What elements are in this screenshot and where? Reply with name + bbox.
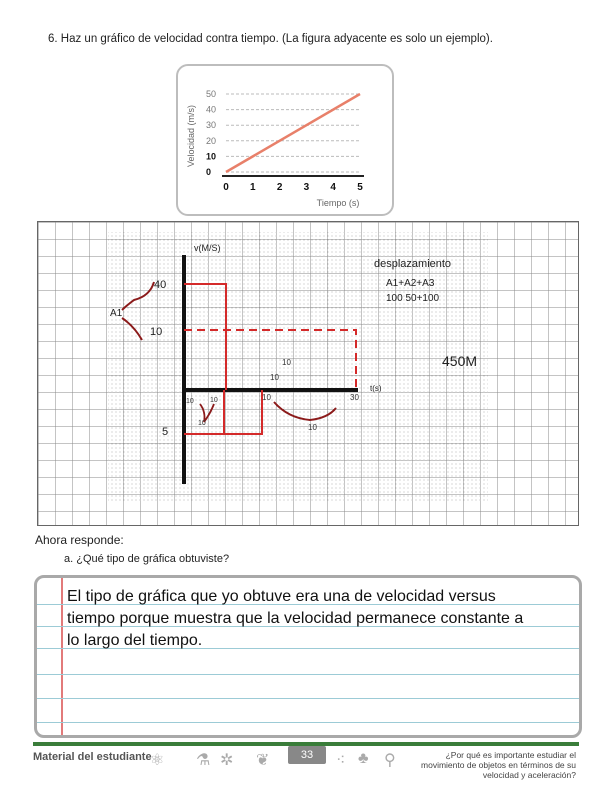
heading-desplazamiento: desplazamiento <box>374 258 452 270</box>
atom-icon: ⚛ <box>150 752 165 769</box>
example-x-tick: 3 <box>303 182 310 193</box>
label-10-mid: 10 <box>282 358 291 367</box>
footer-left-label: Material del estudiante <box>33 751 152 763</box>
label-10-a: 10 <box>186 398 194 405</box>
student-graph-paper <box>37 221 579 526</box>
ahora-responde: Ahora responde: <box>35 533 124 547</box>
example-x-tick: 0 <box>223 182 229 193</box>
example-y-tick: 40 <box>206 104 217 115</box>
label-30: 30 <box>350 393 359 402</box>
rule-line <box>37 674 579 675</box>
label-5: 5 <box>162 426 169 438</box>
footer-right-question: ¿Por qué es importante estudiar el movimiento de objetos en términos de su velocidad y aceleración? <box>421 750 576 780</box>
x-axis-label: t(s) <box>370 384 382 393</box>
label-10-b: 10 <box>210 397 218 404</box>
answer-text: El tipo de gráfica que yo obtuve era una de velocidad versus tiempo porque muestra que la velocidad permanece constante a lo largo del tiempo. <box>67 588 524 649</box>
label-10: 10 <box>150 326 163 338</box>
page-number: 33 <box>288 746 326 764</box>
rule-line <box>37 698 579 699</box>
example-series-line <box>226 94 360 172</box>
example-x-tick: 4 <box>330 182 336 193</box>
label-10-e: 10 <box>308 423 317 432</box>
answer-box[interactable] <box>34 575 582 738</box>
example-y-tick: 20 <box>206 135 217 146</box>
question-6: 6. Haz un gráfico de velocidad contra tiempo. (La figura adyacente es solo un ejemplo). <box>48 33 493 45</box>
molecule-icon: ✲ <box>220 752 234 769</box>
tree-icon: ♣ <box>358 750 369 767</box>
label-10-d: 10 <box>262 393 271 402</box>
example-x-tick: 2 <box>276 182 283 193</box>
formula-2: 100 50+100 <box>386 293 440 304</box>
label-a1: A1 <box>110 308 123 319</box>
example-y-tick: 10 <box>206 151 217 162</box>
example-y-tick: 30 <box>206 120 217 131</box>
student-graph <box>38 222 578 525</box>
example-chart-frame <box>176 64 394 216</box>
example-x-label: Tiempo (s) <box>316 198 360 208</box>
y-axis-label: v(M/S) <box>194 243 221 253</box>
question-a: a. ¿Qué tipo de gráfica obtuviste? <box>64 553 230 565</box>
example-x-tick: 1 <box>250 182 256 193</box>
example-x-tick: 5 <box>357 182 363 193</box>
label-10-c: 10 <box>198 420 206 427</box>
leaf-icon: ❦ <box>256 752 270 769</box>
dots-icon: ⁖ <box>336 752 346 769</box>
example-y-tick: 50 <box>206 89 217 99</box>
label-10-mid2: 10 <box>270 373 279 382</box>
margin-line <box>61 578 63 735</box>
rule-line <box>37 722 579 723</box>
flask-icon: ⚗ <box>196 752 211 769</box>
example-chart <box>178 66 392 214</box>
formula-1: A1+A2+A3 <box>386 278 435 289</box>
total-450m: 450M <box>442 353 478 369</box>
label-40: 40 <box>154 279 167 291</box>
example-y-label: Velocidad (m/s) <box>186 104 196 168</box>
example-y-tick: 0 <box>206 167 212 177</box>
rocket-icon: ⚲ <box>384 752 396 769</box>
